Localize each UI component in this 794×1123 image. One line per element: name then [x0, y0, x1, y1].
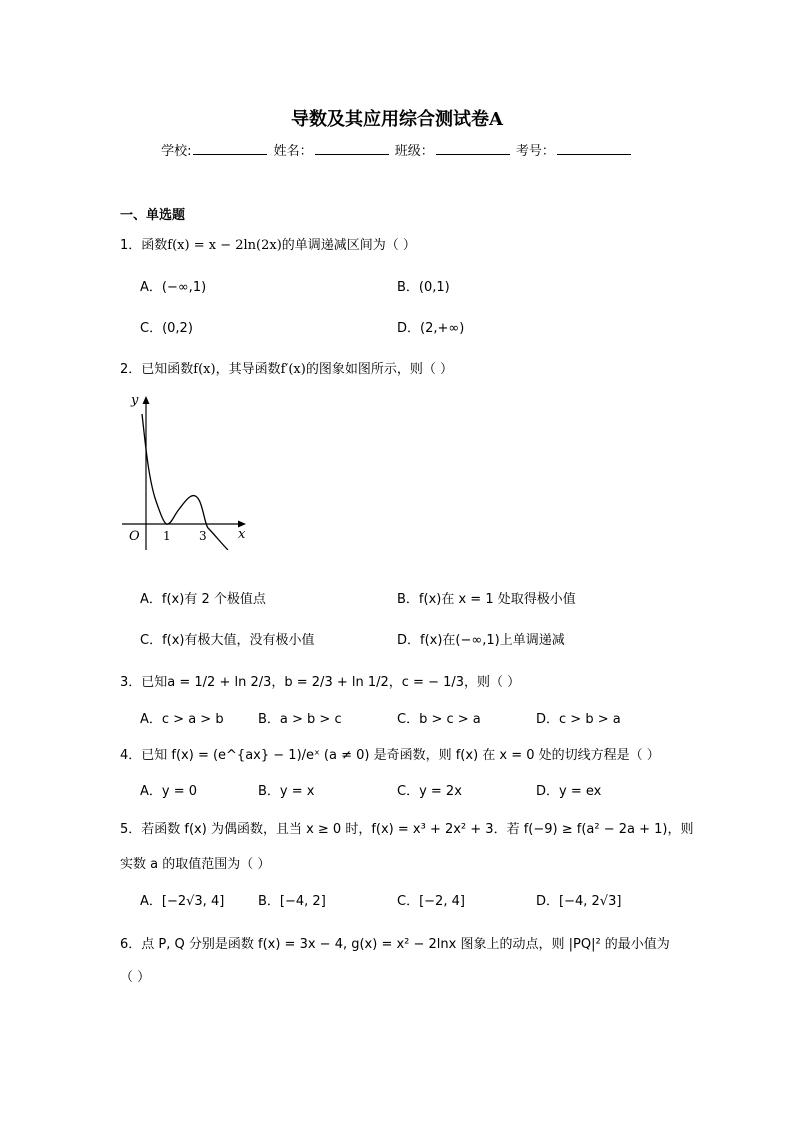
origin-label: O: [129, 529, 140, 544]
name-blank[interactable]: [315, 142, 389, 155]
question-6-stem-line-2: （ ）: [120, 970, 151, 985]
class-label: 班级：: [394, 144, 434, 159]
school-label: 学校:: [161, 144, 192, 159]
page-title: 导数及其应用综合测试卷A: [291, 109, 503, 130]
question-3-option-b[interactable]: B．a > b > c: [258, 712, 342, 727]
question-2-stem: 2．已知函数f(x)，其导函数f′(x)的图象如图所示，则（ ）: [120, 362, 453, 377]
question-1-stem: 1．函数f(x) = x − 2ln(2x)的单调递减区间为（ ）: [120, 238, 416, 253]
question-3-stem: 3．已知a = 1/2 + ln 2/3，b = 2/3 + ln 1/2，c = − 1/3，则（ ）: [120, 675, 521, 690]
question-3-option-d[interactable]: D．c > b > a: [536, 712, 621, 727]
number-label: 考号：: [515, 144, 555, 159]
question-5-option-c[interactable]: C．[−2, 4]: [397, 894, 465, 909]
tick-label-1: 1: [163, 529, 171, 543]
class-blank[interactable]: [436, 142, 510, 155]
tick-label-3: 3: [199, 529, 207, 543]
question-5-stem-line-1: 5．若函数 f(x) 为偶函数，且当 x ≥ 0 时，f(x) = x³ + 2x² + 3．若 f(−9) ≥ f(a² − 2a + 1)，则: [120, 822, 694, 837]
school-blank[interactable]: [193, 142, 267, 155]
question-2-option-c[interactable]: C．f(x)有极大值，没有极小值: [140, 633, 315, 648]
question-4-option-c[interactable]: C．y = 2x: [397, 784, 462, 799]
student-info-line: [0, 140, 794, 159]
question-3-option-a[interactable]: A．c > a > b: [140, 712, 224, 727]
question-5-stem-line-2: 实数 a 的取值范围为（ ）: [120, 857, 271, 872]
question-2-option-d[interactable]: D．f(x)在(−∞,1)上单调递减: [397, 633, 565, 648]
question-1-option-d[interactable]: D．(2,+∞): [397, 321, 465, 336]
y-axis-arrow-icon: [143, 396, 150, 404]
question-5-option-a[interactable]: A．[−2√3, 4]: [140, 894, 225, 909]
question-2-option-a[interactable]: A．f(x)有 2 个极值点: [140, 592, 266, 607]
y-axis-label: y: [131, 393, 139, 408]
question-4-option-a[interactable]: A．y = 0: [140, 784, 198, 799]
question-2-option-b[interactable]: B．f(x)在 x = 1 处取得极小值: [397, 592, 576, 607]
section-heading: 一、单选题: [120, 208, 186, 223]
question-1-option-c[interactable]: C．(0,2): [140, 321, 193, 336]
x-axis-label: x: [238, 527, 246, 542]
number-blank[interactable]: [557, 142, 631, 155]
question-4-stem: 4．已知 f(x) = (e^{ax} − 1)/eˣ (a ≠ 0) 是奇函数，则 f(x) 在 x = 0 处的切线方程是（ ）: [120, 748, 660, 763]
name-label: 姓名：: [273, 144, 313, 159]
question-1-option-b[interactable]: B．(0,1): [397, 280, 450, 295]
question-4-option-b[interactable]: B．y = x: [258, 784, 315, 799]
derivative-curve: [142, 414, 228, 550]
question-4-option-d[interactable]: D．y = ex: [536, 784, 602, 799]
question-3-option-c[interactable]: C．b > c > a: [397, 712, 481, 727]
derivative-graph: [118, 390, 253, 550]
question-5-option-b[interactable]: B．[−4, 2]: [258, 894, 326, 909]
question-6-stem-line-1: 6．点 P, Q 分别是函数 f(x) = 3x − 4, g(x) = x² − 2lnx 图象上的动点，则 |PQ|² 的最小值为: [120, 937, 670, 952]
question-1-option-a[interactable]: A．(−∞,1): [140, 280, 207, 295]
question-5-option-d[interactable]: D．[−4, 2√3]: [536, 894, 622, 909]
